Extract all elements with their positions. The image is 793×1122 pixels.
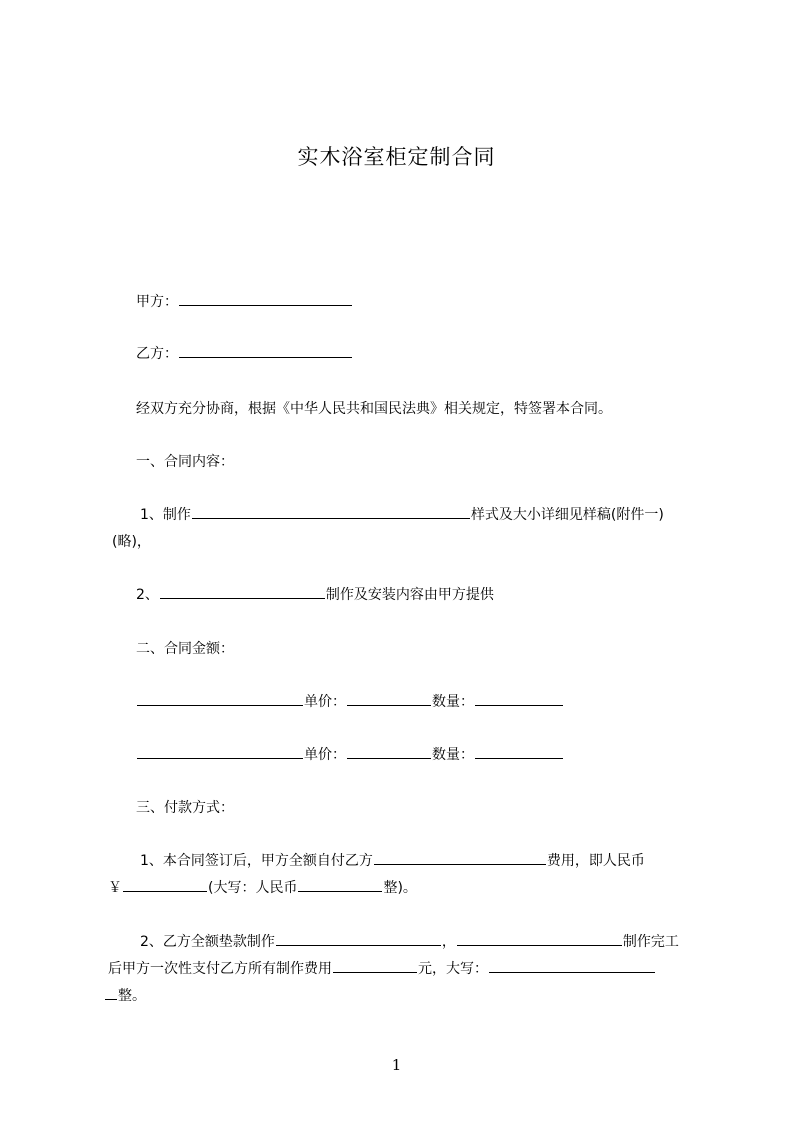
section1-item2-blank xyxy=(160,584,325,599)
party-a-line xyxy=(136,291,353,313)
section2-heading: 二、合同金额： xyxy=(136,641,234,657)
section1-item1 xyxy=(140,504,664,526)
unit-price-label: 单价： xyxy=(304,747,346,763)
payment-target-blank xyxy=(374,850,546,865)
amount-figure-blank xyxy=(123,877,207,892)
unit-price-label: 单价： xyxy=(304,694,346,710)
section3-item1-prefix: 1、本合同签订后，甲方全额自付乙方 xyxy=(140,853,373,869)
party-b-blank xyxy=(179,343,352,358)
total-fee-words-blank-continued xyxy=(105,985,117,1000)
section3-item2-comma: ， xyxy=(441,934,456,950)
quantity-blank xyxy=(475,691,563,706)
section1-item1-suffix: 样式及大小详细见样稿(附件一) xyxy=(470,507,664,523)
preamble-paragraph: 经双方充分协商，根据《中华人民共和国民法典》相关规定，特签署本合同。 xyxy=(136,401,612,417)
party-a-blank xyxy=(179,291,352,306)
section3-item2-end: 整。 xyxy=(118,988,146,1004)
section1-item2 xyxy=(136,584,494,606)
quantity-blank xyxy=(475,744,563,759)
section1-item2-suffix: 制作及安装内容由甲方提供 xyxy=(325,587,494,603)
section3-item2-line2 xyxy=(108,958,656,980)
quantity-label: 数量： xyxy=(432,747,474,763)
advance-item-blank xyxy=(276,931,441,946)
quantity-label: 数量： xyxy=(432,694,474,710)
section3-item2-line2-middle: 元，大写： xyxy=(418,961,488,977)
section1-item1-continuation: (略)， xyxy=(112,534,151,550)
section3-item1-suffix: 费用，即人民币 xyxy=(546,853,645,869)
section3-heading: 三、付款方式： xyxy=(136,800,234,816)
party-a-label: 甲方： xyxy=(136,294,178,310)
section1-item1-prefix: 1、制作 xyxy=(140,507,191,523)
party-b-line xyxy=(136,343,353,365)
amount-row-2 xyxy=(136,744,564,766)
section1-heading: 一、合同内容： xyxy=(136,454,234,470)
document-title: 实木浴室柜定制合同 xyxy=(297,145,496,169)
section3-item2-prefix: 2、乙方全额垫款制作 xyxy=(140,934,275,950)
page-number: 1 xyxy=(391,1056,402,1074)
section1-item1-blank xyxy=(192,504,470,519)
advance-item-blank-2 xyxy=(457,931,622,946)
section3-item2-suffix: 制作完工 xyxy=(622,934,679,950)
amount-words-label: (大写：人民币 xyxy=(208,880,298,896)
section3-item1-line2 xyxy=(108,877,417,899)
section1-item2-prefix: 2、 xyxy=(136,587,159,603)
amount-words-blank xyxy=(298,877,382,892)
section3-item2-line3 xyxy=(104,985,146,1007)
section3-item1 xyxy=(140,850,645,872)
unit-price-blank xyxy=(347,691,431,706)
party-b-label: 乙方： xyxy=(136,346,178,362)
total-fee-blank xyxy=(333,958,417,973)
amount-row-1 xyxy=(136,691,564,713)
amount-item-blank xyxy=(137,744,303,759)
section3-item2 xyxy=(140,931,679,953)
amount-item-blank xyxy=(137,691,303,706)
unit-price-blank xyxy=(347,744,431,759)
section3-item1-end: 整)。 xyxy=(383,880,417,896)
section3-item2-line2-prefix: 后甲方一次性支付乙方所有制作费用 xyxy=(108,961,332,977)
yuan-symbol: ￥ xyxy=(108,880,122,896)
total-fee-words-blank xyxy=(489,958,655,973)
